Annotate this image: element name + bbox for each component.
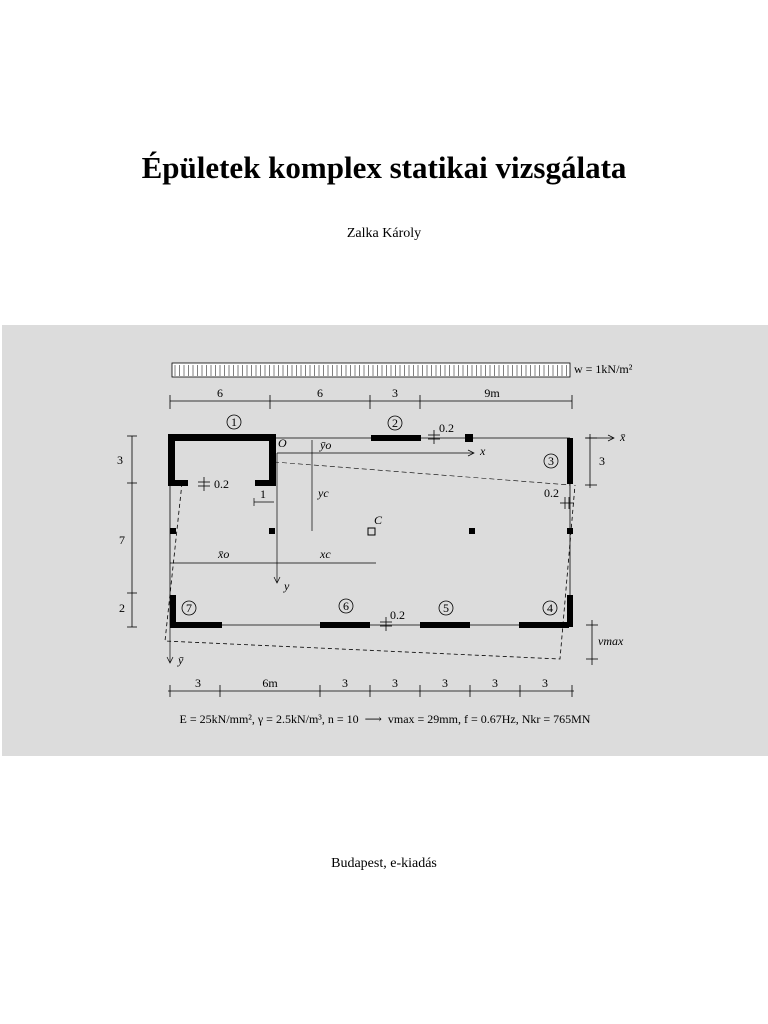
thickness-label-3: 0.2 <box>544 486 559 500</box>
origin-label: O <box>278 436 287 450</box>
bottom-dim-4: 3 <box>392 676 398 690</box>
wall-number-3: 3 <box>548 454 554 468</box>
author-name: Zalka Károly <box>346 226 422 241</box>
centre-point-marker <box>368 528 375 535</box>
bottom-dim-6: 3 <box>492 676 498 690</box>
right-dim: 3 <box>599 454 605 468</box>
document-title: Épületek komplex statikai vizsgálata <box>141 150 627 185</box>
bottom-dim-2: 6m <box>262 676 278 690</box>
axis-y-label: y <box>284 579 290 593</box>
axis-xbar-label: x̄ <box>620 430 626 444</box>
walls <box>168 434 573 628</box>
wall-number-6: 6 <box>343 599 349 613</box>
top-dim-1: 6 <box>217 386 223 400</box>
left-dimension-line <box>127 436 137 627</box>
left-dim-1: 3 <box>117 453 123 467</box>
formula-line <box>2 712 768 727</box>
thickness-markers <box>198 430 574 631</box>
formula-results: vmax = 29mm, f = 0.67Hz, Nkr = 765MN <box>387 712 591 726</box>
wall-number-7: 7 <box>186 601 192 615</box>
yo-label: ȳo <box>320 438 332 452</box>
top-dim-4: 9m <box>484 386 500 400</box>
left-dim-3: 2 <box>119 601 125 615</box>
left-dim-2: 7 <box>119 533 125 547</box>
top-dim-2: 6 <box>317 386 323 400</box>
yc-label: yc <box>318 486 329 500</box>
thickness-label-4: 0.2 <box>390 608 405 622</box>
top-dim-3: 3 <box>392 386 398 400</box>
bottom-dimension-line <box>168 685 574 697</box>
distributed-load <box>172 363 570 377</box>
wall-number-4: 4 <box>547 601 553 615</box>
axis-ybar-label: ȳ <box>178 653 184 667</box>
publisher-line: Budapest, e-kiadás <box>331 856 437 871</box>
building-outline <box>170 438 570 625</box>
right-dimension-line <box>585 434 598 665</box>
top-dimension-line <box>170 395 572 409</box>
bottom-dim-5: 3 <box>442 676 448 690</box>
floor-plan-diagram <box>2 325 768 756</box>
bottom-dim-7: 3 <box>542 676 548 690</box>
wall-number-5: 5 <box>443 601 449 615</box>
deformed-outline <box>165 483 575 659</box>
wall-number-1: 1 <box>231 415 237 429</box>
formula-arrow: ⟶ <box>364 712 382 726</box>
centre-label: C <box>374 513 383 527</box>
wall-number-circles <box>182 415 558 615</box>
xc-label: xc <box>320 547 331 561</box>
bottom-dim-1: 3 <box>195 676 201 690</box>
axis-x-label: x <box>480 444 486 458</box>
xo-label: x̄o <box>218 547 230 561</box>
thickness-label-1: 0.2 <box>214 477 229 491</box>
rotated-axis <box>274 462 570 485</box>
formula-parameters: E = 25kN/mm², γ = 2.5kN/m³, n = 10 <box>179 712 359 726</box>
bottom-dim-3: 3 <box>342 676 348 690</box>
unit-length-label: 1 <box>260 487 266 501</box>
structural-figure <box>2 325 768 756</box>
load-label: w = 1kN/m² <box>574 362 633 376</box>
thickness-label-2: 0.2 <box>439 421 454 435</box>
coordinate-axes <box>167 435 614 663</box>
vmax-label: vmax <box>598 634 624 648</box>
wall-number-2: 2 <box>392 416 398 430</box>
